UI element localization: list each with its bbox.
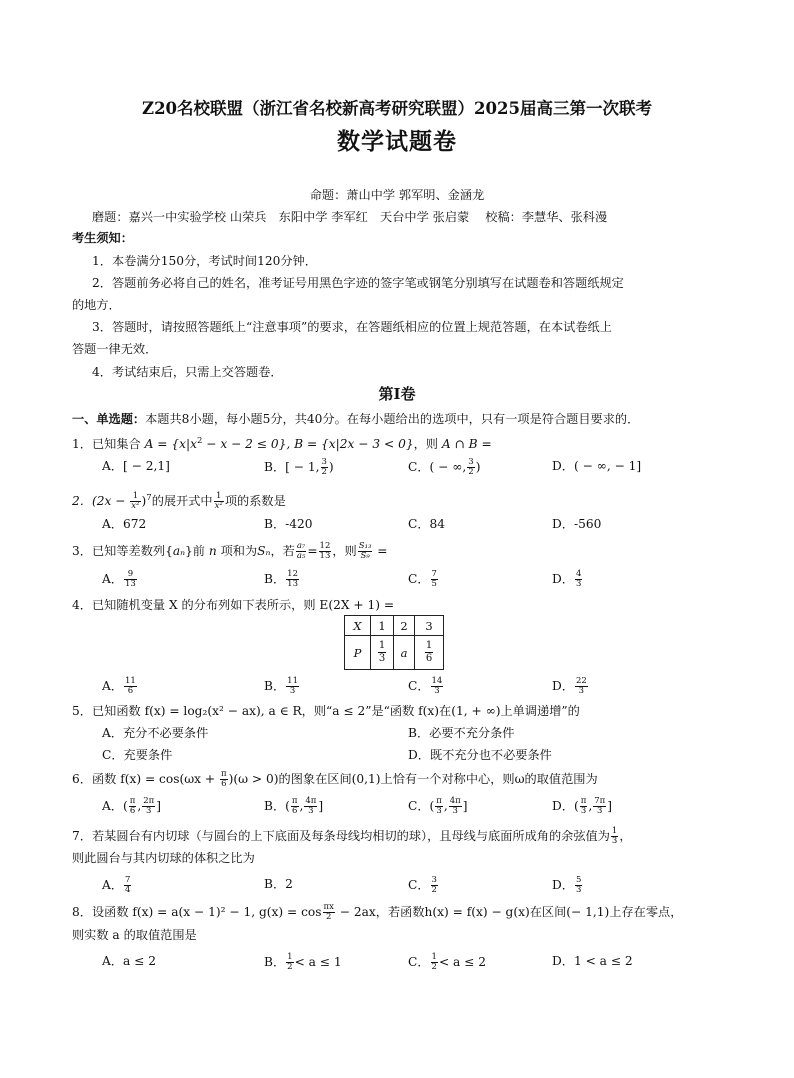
q1-math: A = {x|x bbox=[144, 437, 197, 451]
fraction: $\frac{1}{6}$ bbox=[425, 640, 433, 664]
q1-option-c bbox=[408, 458, 480, 477]
q1-option-b bbox=[264, 458, 334, 477]
table-cell: 1 bbox=[371, 616, 394, 636]
q6-text: )(ω > 0)的图象在区间(0,1)上恰有一个对称中心，则ω的取值范围为 bbox=[228, 772, 598, 786]
q5-option-c: C．充要条件 bbox=[102, 748, 173, 762]
question-5-stem: 5．已知函数 f(x) = log₂(x² − ax), a ∈ R，则“a ≤ 2”是“函数 f(x)在(1, + ∞)上单调递增”的 bbox=[72, 704, 580, 718]
fraction: $\frac{1}{2}$ bbox=[431, 952, 437, 972]
q2-sup: 7 bbox=[146, 493, 152, 503]
q2-text: 项的系数是 bbox=[224, 494, 286, 508]
q3-math: Sₙ bbox=[257, 544, 271, 558]
q1-math: A ∩ B = bbox=[441, 437, 492, 451]
q4-option-d: D． $\frac{22}{3}$ bbox=[552, 676, 587, 696]
fraction: $\frac{11}{3}$ bbox=[287, 676, 298, 696]
q2-text: 的展开式中 bbox=[151, 494, 213, 508]
q1-sup: 2 bbox=[196, 436, 203, 446]
question-6-stem bbox=[72, 770, 598, 789]
table-cell: P bbox=[345, 636, 371, 670]
q6-option-a: A．( $\frac{\pi}{6}$ , $\frac{2\pi}{3}$ ] bbox=[102, 796, 161, 816]
question-7-stem bbox=[72, 827, 632, 846]
fraction: $\frac{3}{2}$ bbox=[468, 457, 474, 477]
q6-option-b: B．( $\frac{\pi}{6}$ , $\frac{4\pi}{3}$ ] bbox=[264, 796, 324, 816]
q4-option-a: A． $\frac{11}{6}$ bbox=[102, 676, 136, 696]
question-7-stem-2: 则此圆台与其内切球的体积之比为 bbox=[72, 851, 255, 865]
distribution-table bbox=[344, 615, 444, 670]
q1-option-a: A．[ − 2,1] bbox=[102, 459, 170, 473]
q6-option-c: C．( $\frac{\pi}{3}$ , $\frac{4\pi}{3}$ ] bbox=[408, 796, 468, 816]
subject-title: 数学试题卷 bbox=[337, 128, 457, 155]
q3-option-d: D． $\frac{4}{3}$ bbox=[552, 569, 582, 589]
notice-item: 4．考试结束后，只需上交答题卷． bbox=[92, 365, 283, 379]
table-cell: 2 bbox=[394, 616, 415, 636]
q3-text: ，则 bbox=[332, 544, 357, 558]
q1-text: ，则 bbox=[413, 437, 442, 451]
fraction: $\frac{4}{3}$ bbox=[575, 569, 582, 589]
q7-option-a: A． $\frac{7}{4}$ bbox=[102, 875, 131, 895]
q1-c-text: C．( − ∞, bbox=[408, 460, 467, 474]
fraction: $\frac{1}{2}$ bbox=[287, 952, 293, 972]
fraction: $\frac{12}{13}$ bbox=[319, 541, 331, 561]
q2-math: ) bbox=[141, 494, 147, 508]
question-1-stem bbox=[72, 433, 492, 452]
question-8-stem bbox=[72, 903, 682, 922]
q3-math: n bbox=[208, 544, 217, 558]
q8-text: − 2ax，若函数h(x) = f(x) − g(x)在区间(− 1,1)上存在零点， bbox=[335, 905, 683, 919]
fraction: $\frac{3}{2}$ bbox=[321, 457, 327, 477]
q1-b-text: ) bbox=[328, 460, 334, 474]
q5-option-d: D．既不充分也不必要条件 bbox=[408, 748, 552, 762]
q3-text: ，若 bbox=[270, 544, 295, 558]
notice-item: 答题一律无效． bbox=[72, 342, 158, 356]
q1-c-text: ) bbox=[475, 460, 481, 474]
fraction: $\frac{7\pi}{3}$ bbox=[594, 796, 606, 816]
q4-option-c: C． $\frac{14}{3}$ bbox=[408, 676, 443, 696]
fraction: $\frac{2\pi}{3}$ bbox=[143, 796, 155, 816]
fraction: $\frac{4\pi}{3}$ bbox=[305, 796, 317, 816]
table-cell: a bbox=[394, 636, 415, 670]
q2-option-b: B．-420 bbox=[264, 517, 313, 531]
notice-item: 1．本卷满分150分，考试时间120分钟． bbox=[92, 254, 317, 268]
fraction: $\frac{5}{3}$ bbox=[575, 875, 582, 895]
q5-option-a: A．充分不必要条件 bbox=[102, 726, 209, 740]
setters-line: 命题：萧山中学 郭军明、金涵龙 bbox=[309, 188, 485, 202]
fraction: $\frac{7}{4}$ bbox=[125, 875, 131, 895]
q3-text: 项和为 bbox=[216, 544, 258, 558]
q8-option-d: D．1 < a ≤ 2 bbox=[552, 954, 633, 968]
fraction: $\frac{1}{\text{x²}}$ bbox=[131, 491, 140, 511]
q7-option-d: D． $\frac{5}{3}$ bbox=[552, 875, 582, 895]
fraction: $\frac{\pi}{6}$ bbox=[129, 796, 136, 816]
question-8-stem-2: 则实数 a 的取值范围是 bbox=[72, 928, 197, 942]
q7-option-c: C． $\frac{3}{2}$ bbox=[408, 875, 437, 895]
notice-heading: 考生须知： bbox=[72, 231, 133, 245]
q3-option-c: C． $\frac{7}{5}$ bbox=[408, 569, 437, 589]
q7-text: 7．若某圆台有内切球（与圆台的上下底面及每条母线均相切的球），且母线与底面所成角的余弦值为 bbox=[72, 829, 610, 843]
fraction: $\frac{9}{13}$ bbox=[125, 569, 136, 589]
q7-option-b: B．2 bbox=[264, 877, 293, 891]
q3-math: aₙ bbox=[172, 544, 186, 558]
reviewers-line: 磨题：嘉兴一中实验学校 山荣兵 东阳中学 李军红 天台中学 张启蒙 校稿：李慧华、张科漫 bbox=[92, 210, 608, 224]
question-4-stem: 4．已知随机变量 X 的分布列如下表所示，则 E(2X + 1) = bbox=[72, 598, 395, 612]
fraction: $\frac{11}{6}$ bbox=[125, 676, 136, 696]
fraction: $\frac{3}{2}$ bbox=[431, 875, 437, 895]
fraction: $\frac{7}{5}$ bbox=[431, 569, 437, 589]
table-cell: 3 bbox=[415, 616, 444, 636]
q3-text: = bbox=[373, 544, 388, 558]
table-cell bbox=[371, 636, 394, 670]
fraction: $\frac{\text{a₇}}{\text{a₅}}$ bbox=[296, 541, 306, 561]
fraction: $\frac{14}{3}$ bbox=[431, 676, 443, 696]
section-intro-text: 本题共8小题，每小题5分，共40分。在每小题给出的选项中，只有一项是符合题目要求的． bbox=[145, 412, 640, 426]
fraction: $\frac{22}{3}$ bbox=[575, 676, 587, 696]
fraction: $\frac{12}{13}$ bbox=[287, 569, 298, 589]
fraction: $\frac{1}{\text{x²}}$ bbox=[214, 491, 223, 511]
section-intro bbox=[72, 411, 639, 427]
question-2-stem bbox=[72, 490, 286, 511]
q8-option-b: B． $\frac{1}{2}$ < a ≤ 1 bbox=[264, 952, 342, 972]
q7-text: ， bbox=[619, 829, 632, 843]
q2-math: 2．(2x − bbox=[72, 494, 130, 508]
q3-option-b: B． $\frac{12}{13}$ bbox=[264, 569, 298, 589]
fraction: $\frac{1}{3}$ bbox=[378, 640, 386, 664]
q6-option-d: D．( $\frac{\pi}{3}$ , $\frac{7\pi}{3}$ ] bbox=[552, 796, 612, 816]
q2-option-a: A．672 bbox=[102, 517, 147, 531]
question-3-stem: 3．已知等差数列{aₙ}前 n 项和为Sₙ，若 $\frac{\text{a₇}}{\text{a₅}}$ = $\frac{12}{13}$ ，则 $\frac{\text{S₁₃}}{\text{S₉}}$ = bbox=[72, 541, 388, 561]
q2-option-d: D．-560 bbox=[552, 517, 602, 531]
notice-item: 的地方． bbox=[72, 298, 121, 312]
fraction: $\frac{\text{S₁₃}}{\text{S₉}}$ bbox=[358, 541, 372, 561]
notice-item: 2．答题前务必将自己的姓名，准考证号用黑色字迹的签字笔或钢笔分别填写在试题卷和答题纸规定 bbox=[92, 276, 624, 290]
q6-text: 6．函数 f(x) = cos(ωx + bbox=[72, 772, 219, 786]
fraction: $\frac{\pi}{6}$ bbox=[221, 769, 227, 789]
exam-title: Z20名校联盟（浙江省名校新高考研究联盟）2025届高三第一次联考 bbox=[142, 99, 652, 118]
q3-text: }前 bbox=[185, 544, 209, 558]
fraction: $\frac{1}{3}$ bbox=[611, 826, 618, 846]
table-cell: X bbox=[345, 616, 371, 636]
fraction: $\frac{\pi}{3}$ bbox=[436, 796, 442, 816]
table-cell bbox=[415, 636, 444, 670]
q2-option-c: C．84 bbox=[408, 517, 446, 531]
fraction: $\frac{\pi}{6}$ bbox=[291, 796, 298, 816]
q5-option-b: B．必要不充分条件 bbox=[408, 726, 515, 740]
fraction: $\frac{\pi x}{2}$ bbox=[323, 902, 334, 922]
section-title: 第Ⅰ卷 bbox=[378, 385, 416, 403]
q1-option-d: D．( − ∞, − 1] bbox=[552, 459, 642, 473]
q3-text: 3．已知等差数列{ bbox=[72, 544, 173, 558]
fraction: $\frac{4\pi}{3}$ bbox=[449, 796, 461, 816]
q8-text: 8．设函数 f(x) = a(x − 1)² − 1, g(x) = cos bbox=[72, 905, 322, 919]
q8-option-c: C． $\frac{1}{2}$ < a ≤ 2 bbox=[408, 952, 487, 972]
q3-option-a: A． $\frac{9}{13}$ bbox=[102, 569, 136, 589]
fraction: $\frac{\pi}{3}$ bbox=[580, 796, 587, 816]
q1-math: − x − 2 ≤ 0}, B = {x|2x − 3 < 0} bbox=[202, 437, 414, 451]
q4-option-b: B． $\frac{11}{3}$ bbox=[264, 676, 298, 696]
q1-b-text: B．[ − 1, bbox=[264, 460, 320, 474]
notice-item: 3．答题时，请按照答题纸上“注意事项”的要求，在答题纸相应的位置上规范答题，在本试卷纸上 bbox=[92, 320, 612, 334]
section-intro-label: 一、单选题： bbox=[72, 412, 146, 426]
q1-text: 1．已知集合 bbox=[72, 437, 145, 451]
q8-option-a: A．a ≤ 2 bbox=[102, 954, 156, 968]
